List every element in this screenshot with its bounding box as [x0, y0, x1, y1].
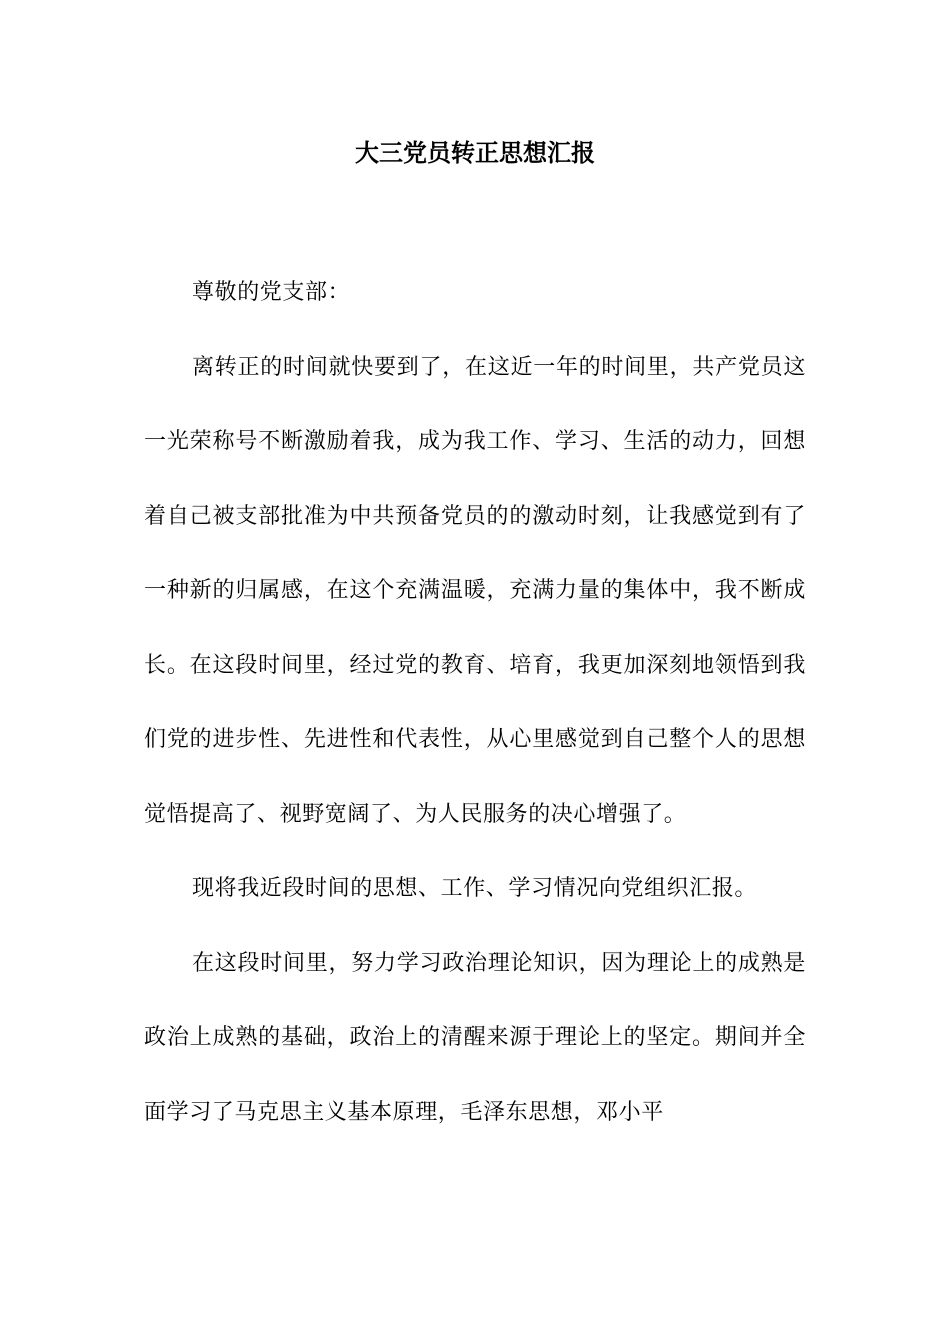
document-body — [144, 256, 806, 1150]
document-title: 大三党员转正思想汇报 — [355, 138, 595, 167]
paragraph-2: 现将我近段时间的思想、工作、学习情况向党组织汇报。 — [192, 876, 758, 901]
paragraph-1: 离转正的时间就快要到了，在这近一年的时间里，共产党员这一光荣称号不断激励着我，成为我工作、学习、生活的动力，回想着自己被支部批准为中共预备党员的的激动时刻，让我感觉到有了一种新的归属感，在这个充满温暖，充满力量的集体中，我不断成长。在这段时间里，经过党的教育、培育，我更加深刻地领悟到我们党的进步性、先进性和代表性，从心里感觉到自己整个人的思想觉悟提高了、视野宽阔了、为人民服务的决心增强了。 — [144, 354, 806, 827]
paragraph-3: 在这段时间里，努力学习政治理论知识，因为理论上的成熟是政治上成熟的基础，政治上的清醒来源于理论上的坚定。期间并全面学习了马克思主义基本原理，毛泽东思想，邓小平 — [144, 950, 806, 1125]
salutation: 尊敬的党支部： — [192, 280, 351, 305]
